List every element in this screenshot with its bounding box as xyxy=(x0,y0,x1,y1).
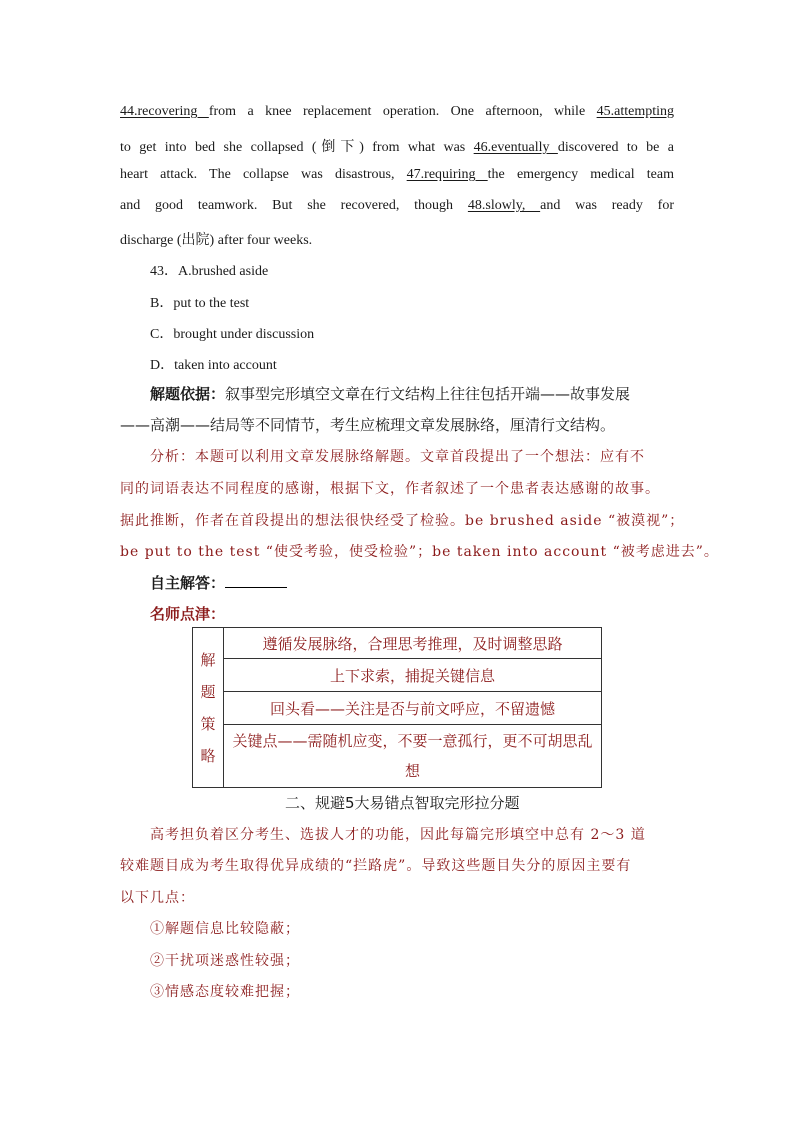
passage-text: to get into bed she collapsed (倒下) from what was xyxy=(120,140,474,155)
passage-line-3 xyxy=(120,167,674,183)
passage-text: from a knee replacement operation. One afternoon, while xyxy=(208,104,597,119)
list-item: ②干扰项迷惑性较强； xyxy=(150,953,300,969)
answer-blank-48: 48.slowly, xyxy=(467,198,541,213)
answer-blank-46: 46.eventually xyxy=(473,140,558,155)
strategy-row: 回头看——关注是否与前文呼应，不留遗憾 xyxy=(224,692,602,725)
side-char: 解 xyxy=(200,650,216,669)
option-b: B．put to the test xyxy=(150,296,250,311)
answer-blank-44: 44.recovering xyxy=(120,104,209,119)
section-paragraph-line-2: 较难题目成为考生取得优异成绩的“拦路虎”。导致这些题目失分的原因主要有 xyxy=(120,858,632,874)
side-char: 策 xyxy=(200,714,216,733)
section-title: 二、规避5大易错点智取完形拉分题 xyxy=(285,794,520,812)
strategy-side-label xyxy=(193,628,224,788)
passage-text: the emergency medical team xyxy=(487,167,674,182)
option-c: C．brought under discussion xyxy=(150,327,315,342)
option-d: D．taken into account xyxy=(150,358,277,373)
basis-line-1 xyxy=(150,383,630,404)
passage-line-2 xyxy=(120,136,674,156)
analysis-line-2: 同的词语表达不同程度的感谢，根据下文，作者叙述了一个患者表达感谢的故事。 xyxy=(120,481,660,497)
answer-blank-line[interactable] xyxy=(225,575,287,588)
passage-line-5: discharge (出院) after four weeks. xyxy=(120,233,313,248)
list-item: ①解题信息比较隐蔽； xyxy=(150,921,300,937)
passage-line-1 xyxy=(120,104,674,120)
strategy-table xyxy=(192,627,602,788)
analysis-line-4: be put to the test “使受考验，使受检验”；be taken into account “被考虑进去”。 xyxy=(120,544,719,560)
side-char: 略 xyxy=(200,746,216,765)
answer-blank-47: 47.requiring xyxy=(406,167,488,182)
basis-line-2: ——高潮——结局等不同情节，考生应梳理文章发展脉络，厘清行文结构。 xyxy=(120,416,616,434)
option-a: 43．A.brushed aside xyxy=(150,264,269,279)
basis-text: 叙事型完形填空文章在行文结构上往往包括开端——故事发展 xyxy=(225,385,631,403)
strategy-row: 遵循发展脉络，合理思考推理，及时调整思路 xyxy=(224,628,602,659)
analysis-line-3: 据此推断，作者在首段提出的想法很快经受了检验。be brushed aside “被漠视”； xyxy=(120,513,685,529)
strategy-row: 上下求索，捕捉关键信息 xyxy=(224,659,602,692)
passage-line-4 xyxy=(120,198,674,214)
passage-text: heart attack. The collapse was disastrous, xyxy=(120,167,407,182)
analysis-line-1: 分析：本题可以利用文章发展脉络解题。文章首段提出了一个想法：应有不 xyxy=(150,449,645,465)
passage-text: and was ready for xyxy=(540,198,674,213)
passage-text: discovered to be a xyxy=(557,140,674,155)
section-paragraph-line-1: 高考担负着区分考生、选拔人才的功能，因此每篇完形填空中总有 2～3 道 xyxy=(150,827,646,843)
section-paragraph-line-3: 以下几点： xyxy=(120,890,195,906)
self-answer-label: 自主解答： xyxy=(150,574,226,592)
list-item: ③情感态度较难把握； xyxy=(150,984,300,1000)
basis-label: 解题依据： xyxy=(150,385,226,403)
self-answer xyxy=(150,572,287,593)
side-char: 题 xyxy=(200,682,216,701)
passage-text: and good teamwork. But she recovered, though xyxy=(120,198,468,213)
answer-blank-45: 45.attempting xyxy=(596,104,674,119)
teacher-tips-label: 名师点津： xyxy=(150,605,226,623)
strategy-row: 关键点——需随机应变，不要一意孤行，更不可胡思乱想 xyxy=(224,725,602,788)
